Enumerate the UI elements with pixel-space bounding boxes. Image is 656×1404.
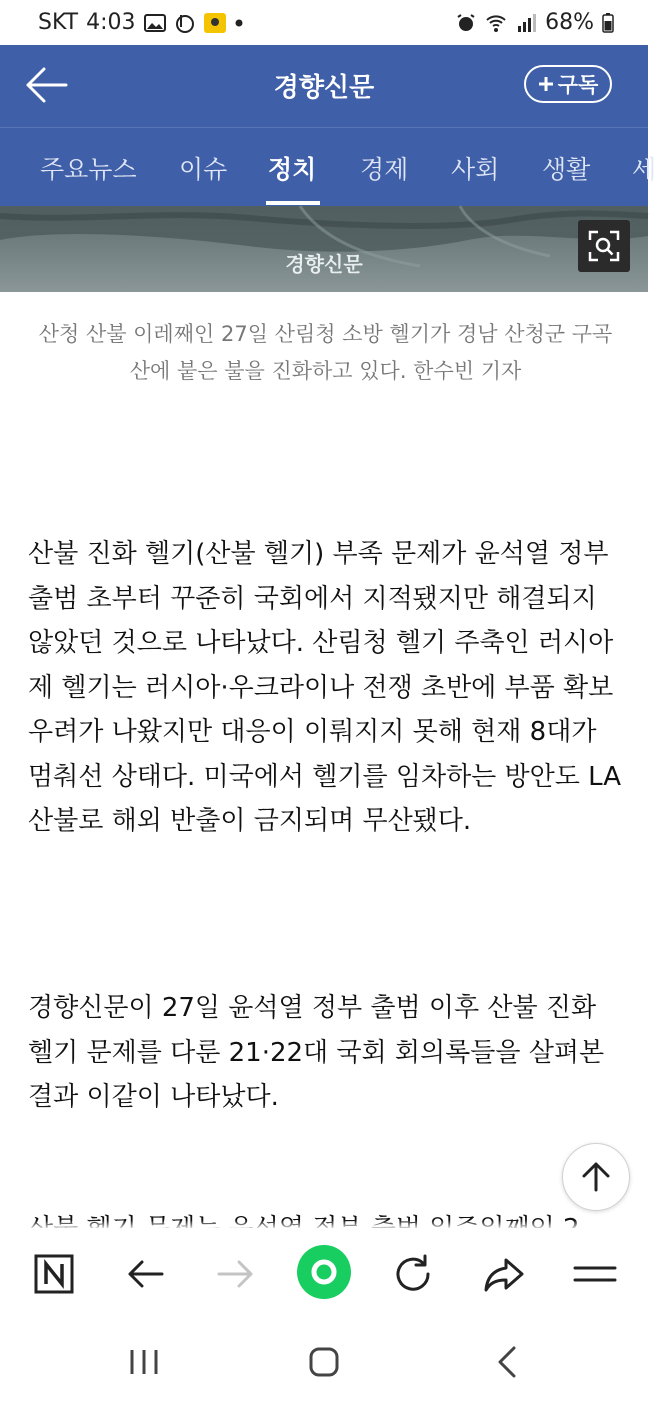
tab-main-news[interactable]: 주요뉴스 <box>40 155 137 184</box>
menu-icon[interactable] <box>571 1250 619 1298</box>
clock: 4:03 <box>86 10 136 35</box>
app-header <box>0 45 648 127</box>
system-nav-bar <box>0 1320 648 1404</box>
alarm-icon <box>455 13 477 33</box>
article-photo[interactable] <box>0 206 648 292</box>
tab-politics[interactable]: 정치 <box>268 155 317 184</box>
naver-n-icon[interactable] <box>30 1250 78 1298</box>
home-icon[interactable] <box>304 1342 344 1382</box>
refresh-icon[interactable] <box>389 1250 437 1298</box>
arrow-up-icon <box>563 1144 629 1210</box>
gallery-icon <box>144 13 166 33</box>
zoom-expand-icon <box>578 220 630 272</box>
tab-economy[interactable]: 경제 <box>360 155 409 184</box>
subscribe-label: 구독 <box>557 73 599 97</box>
recent-apps-icon[interactable] <box>124 1342 164 1382</box>
forward-icon[interactable] <box>211 1250 259 1298</box>
photo-caption: 산청 산불 이레째인 27일 산림청 소방 헬기가 경남 산청군 구곡산에 붙은 불을 진화하고 있다. 한수빈 기자 <box>38 322 613 383</box>
yellow-app-icon <box>204 13 226 33</box>
zoom-button[interactable] <box>578 220 630 272</box>
nav-back-icon[interactable] <box>488 1342 528 1382</box>
green-dot-home-icon[interactable] <box>296 1244 352 1300</box>
share-icon[interactable] <box>480 1250 528 1298</box>
category-tabs <box>0 127 656 207</box>
page-title: 경향신문 <box>273 73 375 103</box>
browser-toolbar <box>0 1228 648 1320</box>
b-app-icon <box>174 13 196 33</box>
subscribe-button[interactable] <box>524 65 612 103</box>
wifi-icon <box>485 13 507 33</box>
battery-percent: 68% <box>545 10 594 35</box>
photo-watermark: 경향신문 <box>285 252 363 276</box>
dot-icon <box>234 18 244 28</box>
signal-icon <box>515 13 537 33</box>
tab-society[interactable]: 사회 <box>451 155 500 184</box>
scroll-top-button[interactable] <box>562 1143 630 1211</box>
article-paragraph: 산불 진화 헬기(산불 헬기) 부족 문제가 윤석열 정부 출범 초부터 꾸준히 국회에서 지적됐지만 해결되지 않았던 것으로 나타났다. 산림청 헬기 주축인 러시아제 헬기는 러시아·우크라이나 전쟁 초반에 부품 확보 우려가 나왔지만 대응이 이뤄지지 못해 현재 8대가 멈춰선 상태다. 미국에서 헬기를 임차하는 방안도 LA산불로 해외 반출이 금지되며 무산됐다. <box>28 539 622 836</box>
battery-icon <box>602 13 614 33</box>
status-bar <box>0 0 648 45</box>
active-tab-indicator <box>266 201 320 205</box>
article-paragraph: 경향신문이 27일 윤석열 정부 출범 이후 산불 진화 헬기 문제를 다룬 21·22대 국회 회의록들을 살펴본 결과 이같이 나타났다. <box>28 993 605 1112</box>
plus-icon <box>538 76 554 92</box>
tab-world[interactable]: 세 <box>632 155 656 184</box>
carrier-label: SKT <box>38 10 79 35</box>
tab-issue[interactable]: 이슈 <box>179 155 228 184</box>
back-icon[interactable] <box>122 1250 170 1298</box>
tab-life[interactable]: 생활 <box>542 155 591 184</box>
